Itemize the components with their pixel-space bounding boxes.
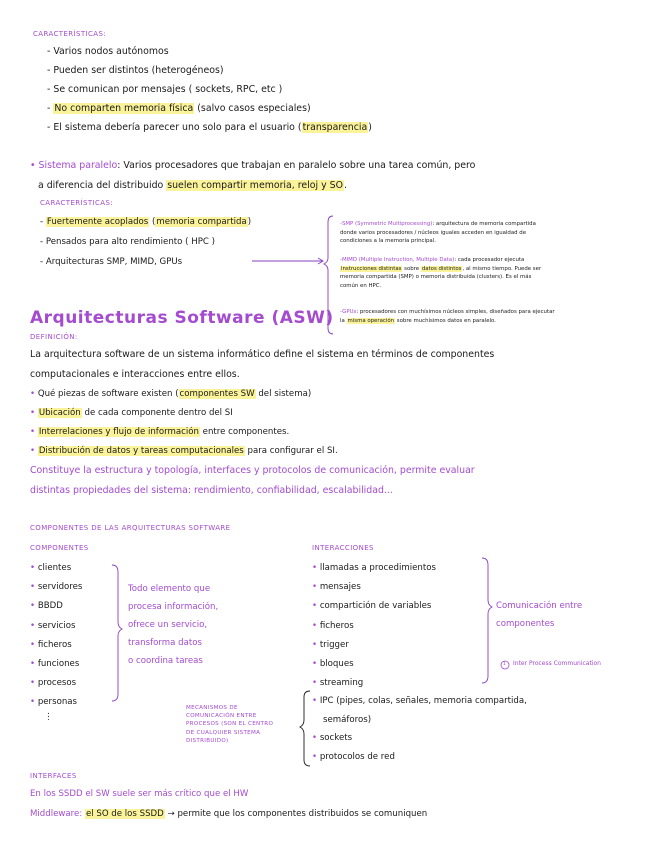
asw-bullet-4: • Distribución de datos y tareas computacionales para configurar el SI. <box>30 446 338 456</box>
asw-bullet-2: • Ubicación de cada componente dentro del SI <box>30 408 233 418</box>
ipc-note-number: 1 <box>503 662 506 667</box>
note-mimd: -MIMD (Multiple Instruction, Multiple Data): cada procesador ejecuta instrucciones distintas sobre datos distintos, al mismo tiempo. Puede ser memoria compartida (SMP) o memoria distribuida (clusters). Es el más común en HPC. <box>340 257 542 289</box>
componentes-label: COMPONENTES <box>30 544 89 552</box>
componentes-list <box>30 559 82 713</box>
list-item: • ficheros <box>30 639 72 650</box>
definicion-line-2: computacionales e interacciones entre ellos. <box>30 369 240 380</box>
list-item: • personas <box>30 697 78 708</box>
caract1-item-5: - El sistema debería parecer uno solo para el usuario (transparencia) <box>47 122 372 133</box>
sistema-paralelo-line-1: • Sistema paralelo: Varios procesadores que trabajan en paralelo sobre una tarea común, pero <box>30 160 476 171</box>
note-smp: -SMP (Symmetric Multiprocessing): arquitectura de memoria compartida donde varios procesadores / núcleos iguales acceden en igualdad de condiciones a la memoria principal. <box>340 221 536 245</box>
caract2-item-2: - Pensados para alto rendimiento ( HPC ) <box>40 237 215 247</box>
interacciones-label: INTERACCIONES <box>312 544 374 552</box>
asw-bullet-1: • Qué piezas de software existen (componentes SW del sistema) <box>30 389 312 399</box>
caract1-item-4: - No comparten memoria física (salvo casos especiales) <box>47 103 311 114</box>
caract1-item-2: - Pueden ser distintos (heterogéneos) <box>47 65 224 76</box>
ipc-list <box>312 692 527 766</box>
middleware-line: Middleware: el SO de los SSDD → permite que los componentes distribuidos se comuniquen <box>30 809 428 819</box>
list-item: semáforos) <box>323 714 372 725</box>
interacciones-description: Comunicación entre componentes <box>496 601 583 629</box>
note-gpus: -GPUs: procesadores con muchísimos núcleos simples, diseñados para ejecutar la misma operación sobre muchísimos datos en paralelo. <box>340 309 555 324</box>
caract2-item-1: - Fuertemente acoplados (memoria compartida) <box>40 217 252 227</box>
caract1-item-3: - Se comunican por mensajes ( sockets, RPC, etc ) <box>47 84 283 95</box>
componentes-ellipsis: ⋮ <box>44 712 53 722</box>
list-item: • ficheros <box>312 620 354 631</box>
asw-purple-line-1: Constituye la estructura y topología, interfaces y protocolos de comunicación, permite evaluar <box>30 465 475 476</box>
componentes-description: Todo elemento que procesa información, ofrece un servicio, transforma datos o coordina tareas <box>128 584 219 666</box>
list-item: • llamadas a procedimientos <box>312 563 436 573</box>
interacciones-list <box>312 559 436 693</box>
list-item: • sockets <box>312 733 353 743</box>
sistema-paralelo-line-2: a diferencia del distribuido suelen compartir memoria, reloj y SO. <box>38 180 347 191</box>
list-item: • protocolos de red <box>312 751 395 762</box>
list-item: • trigger <box>312 639 349 650</box>
caract2-item-3: - Arquitecturas SMP, MIMD, GPUs <box>40 257 183 267</box>
interfaces-label: INTERFACES <box>30 772 77 780</box>
interfaces-line-1: En los SSDD el SW suele ser más crítico que el HW <box>30 789 249 799</box>
list-item: • IPC (pipes, colas, señales, memoria compartida, <box>312 696 527 706</box>
caracteristicas-heading-2: CARACTERÍSTICAS: <box>40 199 114 207</box>
list-item: • mensajes <box>312 582 361 593</box>
list-item: • clientes <box>30 563 72 573</box>
list-item: • servidores <box>30 582 83 593</box>
definicion-line-1: La arquitectura software de un sistema informático define el sistema en términos de componentes <box>30 349 495 360</box>
list-item: • streaming <box>312 678 364 689</box>
componentes-section-heading: COMPONENTES DE LAS ARQUITECTURAS SOFTWARE <box>30 524 231 532</box>
definicion-label: DEFINICIÓN: <box>30 333 78 341</box>
asw-title: Arquitecturas Software (ASW) <box>30 308 334 328</box>
asw-bullet-3: • Interrelaciones y flujo de información entre componentes. <box>30 427 290 437</box>
list-item: • BBDD <box>30 601 63 612</box>
caract1-item-1: - Varios nodos autónomos <box>47 46 169 57</box>
asw-purple-line-2: distintas propiedades del sistema: rendimiento, confiabilidad, escalabilidad... <box>30 485 393 496</box>
mecanismos-note: MECANISMOS DE COMUNICACIÓN ENTRE PROCESOS (SON EL CENTRO DE CUALQUIER SISTEMA DISTRIBUIDO) <box>186 705 274 744</box>
ipc-note: Inter Process Communication <box>513 660 601 667</box>
list-item: • procesos <box>30 678 77 689</box>
list-item: • servicios <box>30 620 76 631</box>
list-item: • bloques <box>312 659 354 670</box>
list-item: • funciones <box>30 659 80 670</box>
caracteristicas-heading-1: CARACTERÍSTICAS: <box>33 30 107 38</box>
list-item: • compartición de variables <box>312 601 432 612</box>
